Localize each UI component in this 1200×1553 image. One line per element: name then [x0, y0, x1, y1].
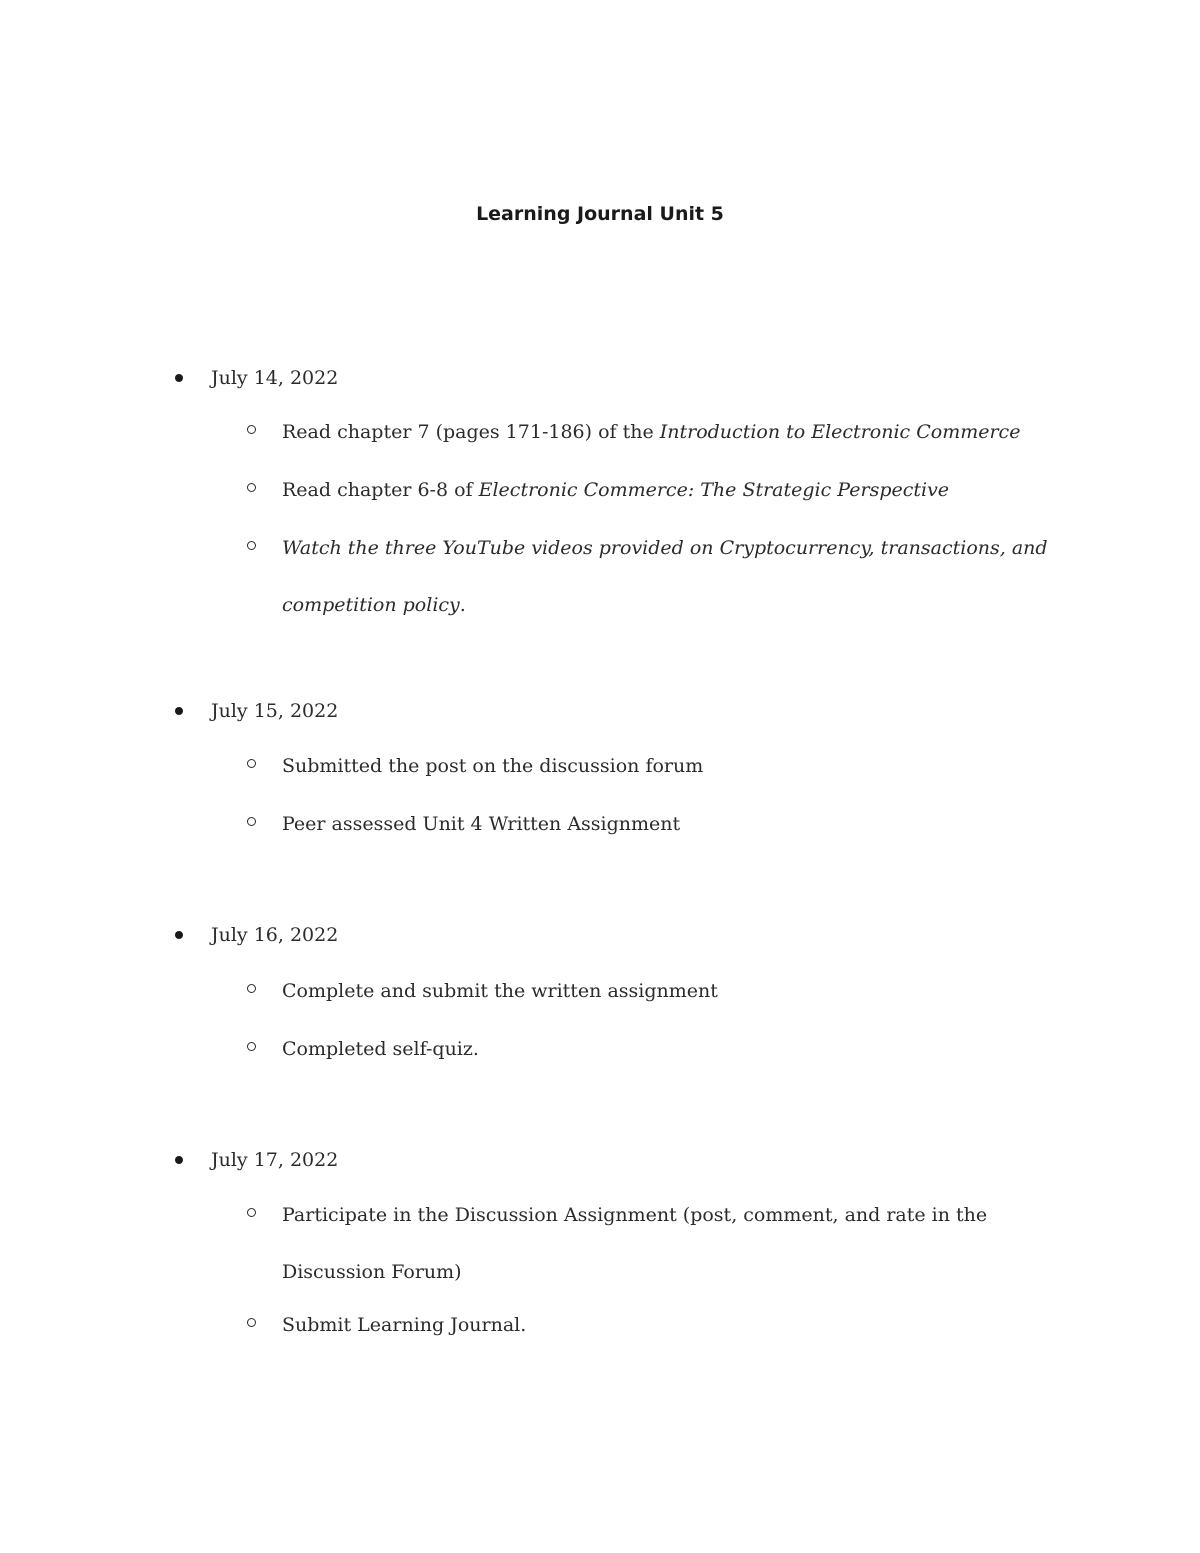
day-date: July 17, 2022 [211, 1149, 339, 1171]
bullet-icon [175, 707, 183, 715]
day-date: July 16, 2022 [211, 924, 339, 946]
task-text: Watch the three YouTube videos provided on Cryptocurrency, transactions, and competition policy. [282, 537, 1048, 616]
day-header [0, 1145, 1200, 1175]
circle-bullet-icon [247, 984, 256, 993]
task-text: Peer assessed Unit 4 Written Assignment [282, 813, 681, 835]
bullet-icon [175, 931, 183, 939]
day-date: July 15, 2022 [211, 700, 339, 722]
page-title: Learning Journal Unit 5 [476, 203, 724, 225]
task-text: Participate in the Discussion Assignment (post, comment, and rate in the Discussion Forum) [282, 1204, 988, 1283]
task-text: Read chapter 6-8 of Electronic Commerce: The Strategic Perspective [282, 479, 950, 501]
day-header [0, 363, 1200, 393]
circle-bullet-icon [247, 425, 256, 434]
circle-bullet-icon [247, 759, 256, 768]
bullet-icon [175, 1156, 183, 1164]
day-date: July 14, 2022 [211, 367, 339, 389]
day-header [0, 696, 1200, 726]
circle-bullet-icon [247, 1042, 256, 1051]
task-text: Complete and submit the written assignment [282, 980, 718, 1002]
circle-bullet-icon [247, 483, 256, 492]
circle-bullet-icon [247, 817, 256, 826]
task-text: Submit Learning Journal. [282, 1314, 527, 1336]
circle-bullet-icon [247, 1318, 256, 1327]
bullet-icon [175, 374, 183, 382]
circle-bullet-icon [247, 1208, 256, 1217]
task-text: Completed self-quiz. [282, 1038, 479, 1060]
task-text: Read chapter 7 (pages 171-186) of the Introduction to Electronic Commerce [282, 421, 1021, 443]
day-header [0, 920, 1200, 950]
task-text: Submitted the post on the discussion forum [282, 755, 704, 777]
circle-bullet-icon [247, 541, 256, 550]
